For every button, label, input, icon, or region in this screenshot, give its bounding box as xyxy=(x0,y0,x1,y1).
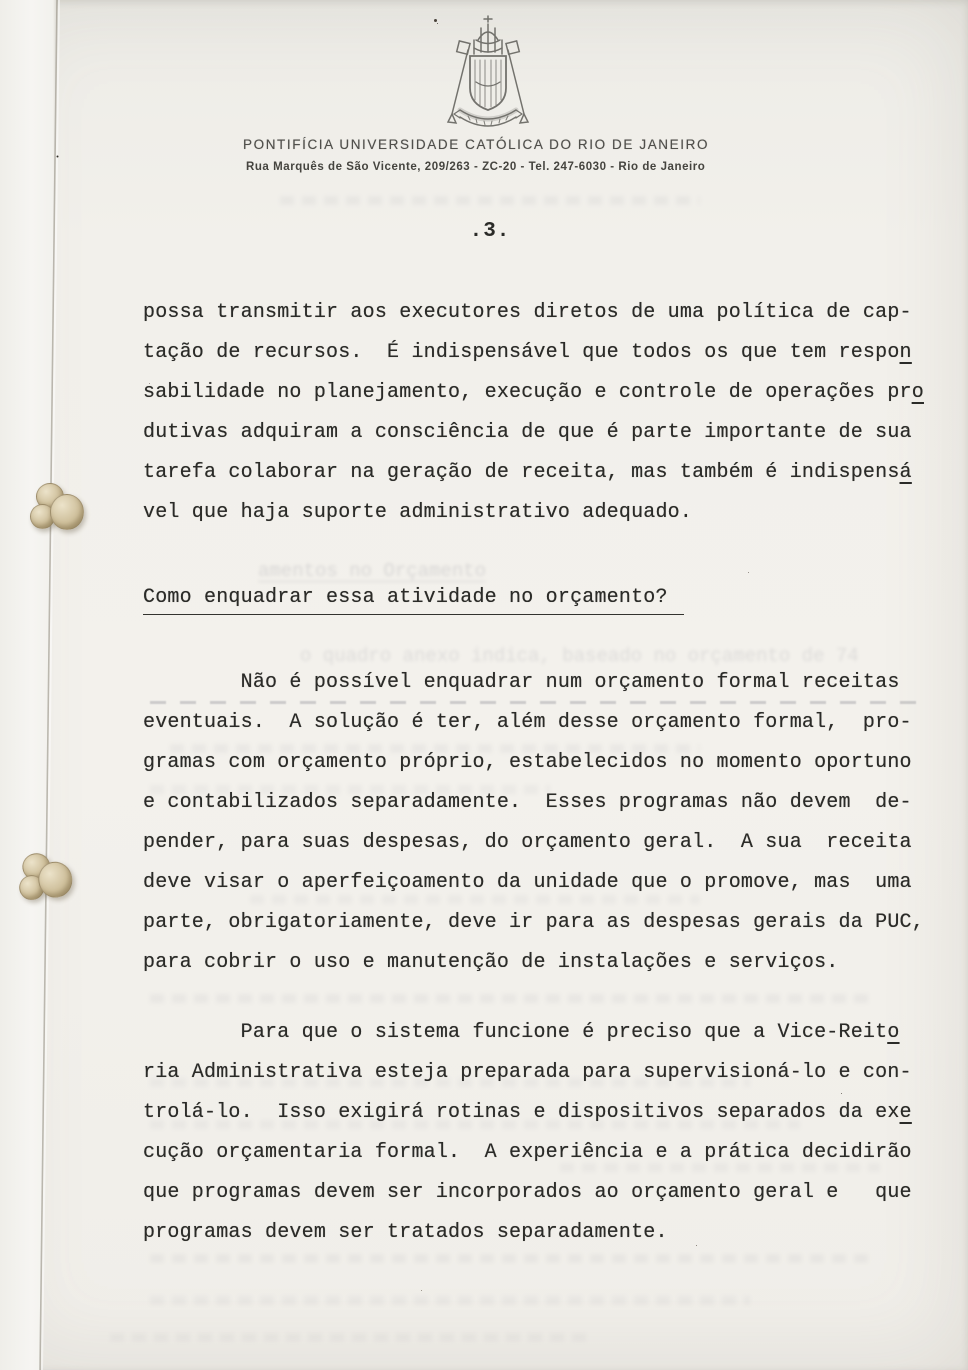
typewritten-line xyxy=(143,1013,912,1053)
underlined-letter: á xyxy=(899,461,912,484)
bleedthrough-text: o quadro anexo indica, baseado no orçamento de 74 xyxy=(300,645,859,667)
section-heading xyxy=(143,586,684,609)
typewritten-line xyxy=(143,783,924,823)
line-text: trolá-lo. Isso exigirá rotinas e dispositivos separados da ex xyxy=(143,1101,900,1124)
section-heading-text: Como enquadrar essa atividade no orçamento? xyxy=(143,586,684,615)
typewritten-line xyxy=(143,863,924,903)
typewritten-line xyxy=(143,663,924,703)
line-text: sabilidade no planejamento, execução e controle de operações pr xyxy=(143,381,912,404)
line-text: que programas devem ser incorporados ao orçamento geral e que xyxy=(143,1181,912,1204)
typewritten-line xyxy=(143,943,924,983)
typed-paragraph xyxy=(143,293,924,533)
line-text: deve visar o aperfeiçoamento da unidade que o promove, mas uma xyxy=(143,871,912,894)
typewritten-line xyxy=(143,1173,912,1213)
underlined-letter: o xyxy=(911,381,924,404)
typed-paragraph xyxy=(143,1013,912,1253)
line-text: tação de recursos. É indispensável que todos os que tem respo xyxy=(143,341,900,364)
line-text: tarefa colaborar na geração de receita, mas também é indispens xyxy=(143,461,900,484)
typewritten-line xyxy=(143,1133,912,1173)
university-crest-icon xyxy=(438,14,538,130)
university-address: Rua Marquês de São Vicente, 209/263 - ZC-20 - Tel. 247-6030 - Rio de Janeiro xyxy=(246,161,706,173)
bleedthrough-smudge xyxy=(150,1296,750,1305)
line-text: ria Administrativa esteja preparada para supervisioná-lo e con- xyxy=(143,1061,912,1084)
typewritten-line xyxy=(143,743,924,783)
brass-paper-fastener xyxy=(15,848,78,907)
page-number: .3. xyxy=(469,220,511,243)
typewritten-line xyxy=(143,903,924,943)
typewritten-line xyxy=(143,293,924,333)
bleedthrough-smudge xyxy=(280,196,700,205)
bleedthrough-smudge xyxy=(150,994,870,1003)
typewritten-line xyxy=(143,493,924,533)
line-text: para cobrir o uso e manutenção de instalações e serviços. xyxy=(143,951,839,974)
line-text: cução orçamentaria formal. A experiência e a prática decidirão xyxy=(143,1141,912,1164)
university-name: PONTIFÍCIA UNIVERSIDADE CATÓLICA DO RIO DE JANEIRO xyxy=(243,137,710,152)
typewritten-line xyxy=(143,333,924,373)
line-text: eventuais. A solução é ter, além desse orçamento formal, pro- xyxy=(143,711,912,734)
typewritten-line xyxy=(143,413,924,453)
line-text: possa transmitir aos executores diretos de uma política de cap- xyxy=(143,301,912,324)
line-text: gramas com orçamento próprio, estabelecidos no momento oportuno xyxy=(143,751,912,774)
line-text: programas devem ser tratados separadamente. xyxy=(143,1221,668,1244)
typewritten-line xyxy=(143,823,924,863)
line-text: pender, para suas despesas, do orçamento geral. A sua receita xyxy=(143,831,912,854)
typewritten-line xyxy=(143,703,924,743)
typed-paragraph xyxy=(143,663,924,983)
scan-dust-specks xyxy=(0,0,3,3)
fastener-lobe xyxy=(50,494,84,530)
typewritten-line xyxy=(143,1213,912,1253)
line-text: Para que o sistema funcione é preciso que a Vice-Reit xyxy=(143,1021,888,1044)
line-text: parte, obrigatoriamente, deve ir para as despesas gerais da PUC, xyxy=(143,911,924,934)
bleedthrough-text: amentos no Orçamento xyxy=(258,560,487,582)
bleedthrough-smudge xyxy=(110,1333,590,1342)
line-text: e contabilizados separadamente. Esses programas não devem de- xyxy=(143,791,912,814)
underlined-letter: e xyxy=(899,1101,912,1124)
underlined-letter: o xyxy=(887,1021,900,1044)
brass-paper-fastener xyxy=(30,483,82,535)
line-text: dutivas adquiram a consciência de que é parte importante de sua xyxy=(143,421,912,444)
typewritten-line xyxy=(143,453,924,493)
line-text: Não é possível enquadrar num orçamento formal receitas xyxy=(143,671,900,694)
bleedthrough-smudge xyxy=(150,1254,870,1263)
typewritten-line xyxy=(143,1093,912,1133)
typewritten-line xyxy=(143,1053,912,1093)
line-text: vel que haja suporte administrativo adequado. xyxy=(143,501,693,524)
typewritten-line xyxy=(143,373,924,413)
underlined-letter: n xyxy=(899,341,912,364)
